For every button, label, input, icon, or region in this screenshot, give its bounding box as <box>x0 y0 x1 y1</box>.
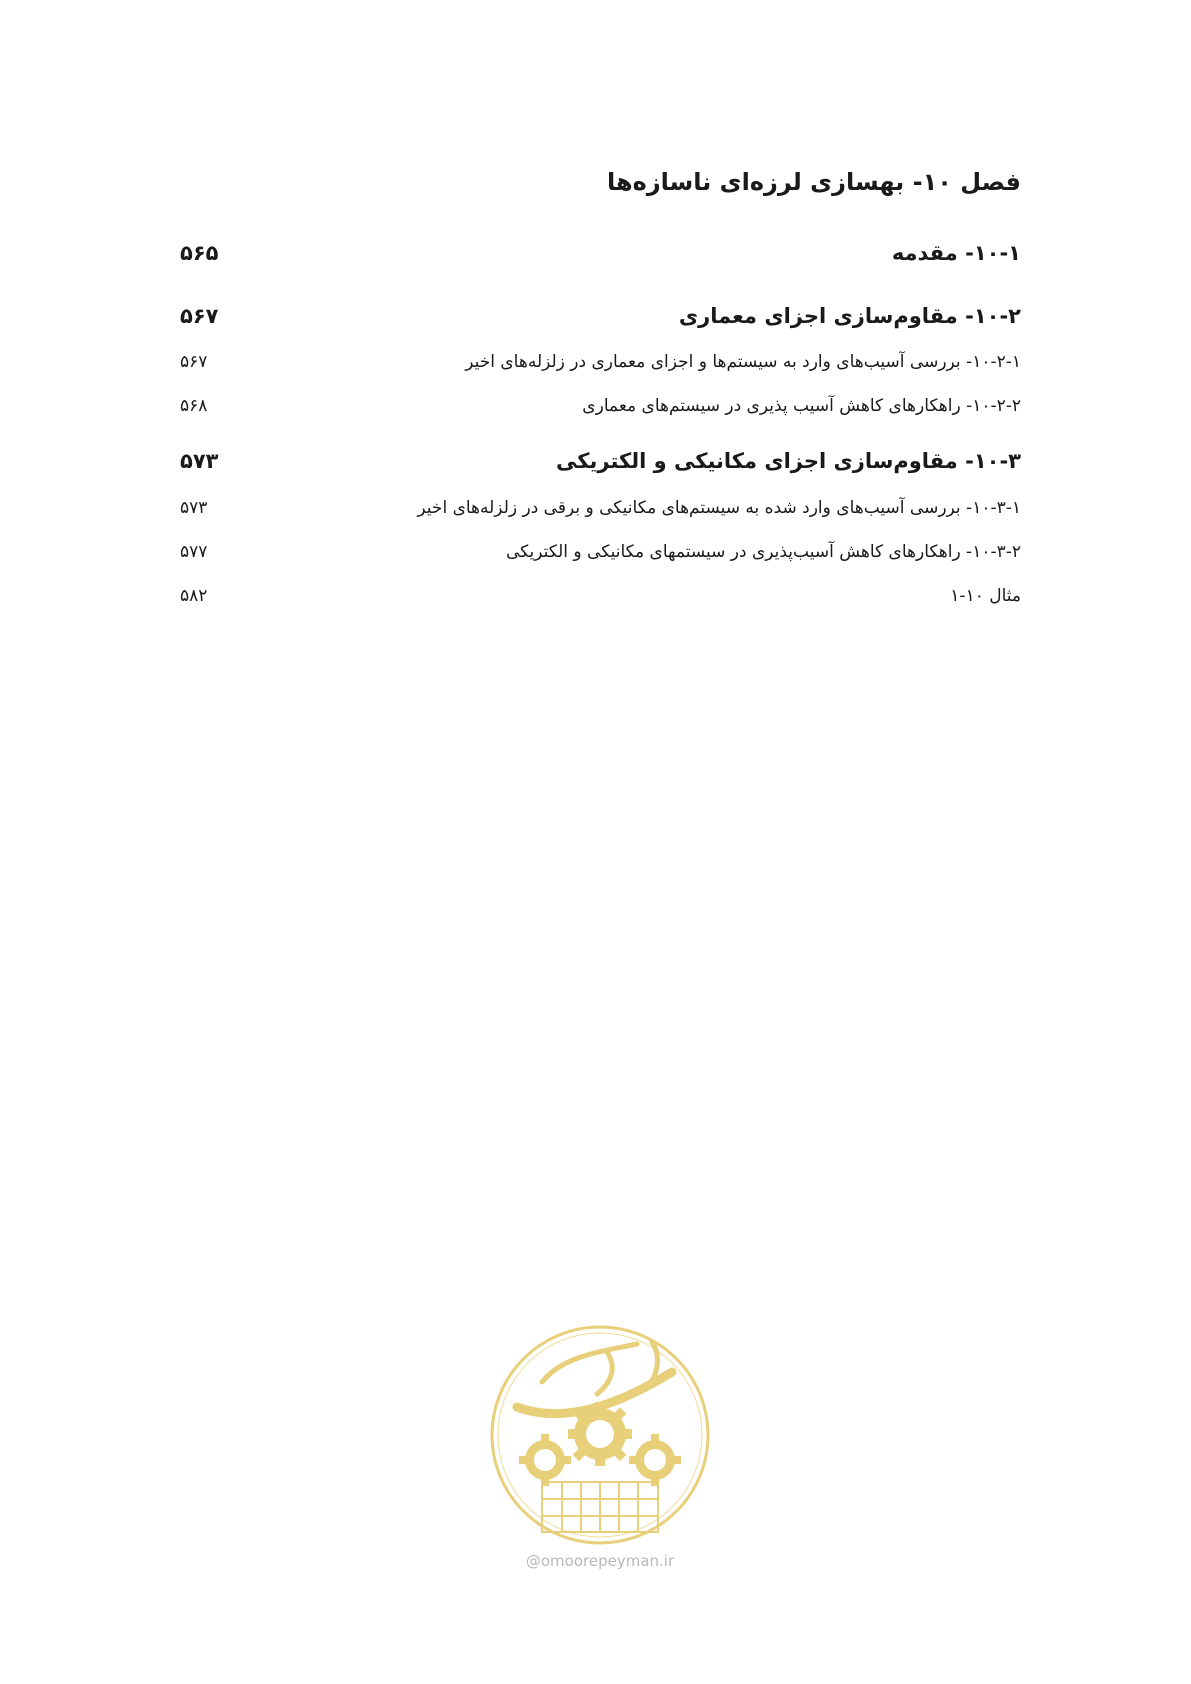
toc-entry-10-3-2[interactable] <box>180 535 1021 569</box>
toc-entry-example-10-1[interactable] <box>180 579 1021 613</box>
toc-entry-title: ۱۰-۳-۱- بررسی آسیب‌های وارد شده به سیستم‌های مکانیکی و برقی در زلزله‌های اخیر <box>417 498 1021 518</box>
toc-entry-10-2-1[interactable] <box>180 345 1021 379</box>
toc-entry-title: مثال ۱۰-۱ <box>950 586 1021 606</box>
toc-entry-page: ۵۶۷ <box>180 352 208 372</box>
toc-entry-page: ۵۷۷ <box>180 542 208 562</box>
toc-entry-title: ۱۰-۲- مقاوم‌سازی اجزای معماری <box>678 304 1021 328</box>
toc-entry-10-1[interactable] <box>180 236 1021 270</box>
toc-entry-page: ۵۷۳ <box>180 498 208 518</box>
toc-entry-page: ۵۷۳ <box>180 449 219 473</box>
toc-entry-10-3-1[interactable] <box>180 491 1021 525</box>
toc-entry-page: ۵۶۸ <box>180 396 208 416</box>
toc-entry-title: ۱۰-۲-۱- بررسی آسیب‌های وارد به سیستم‌ها و اجزای معماری در زلزله‌های اخیر <box>465 352 1021 372</box>
chapter-title: فصل ۱۰- بهسازی لرزه‌ای ناسازه‌ها <box>607 168 1021 196</box>
toc-entry-title: ۱۰-۳- مقاوم‌سازی اجزای مکانیکی و الکتریکی <box>556 449 1021 473</box>
toc-entry-10-3[interactable] <box>180 444 1021 478</box>
toc-entry-page: ۵۸۲ <box>180 586 208 606</box>
toc-entry-10-2-2[interactable] <box>180 389 1021 423</box>
toc-entry-title: ۱۰-۳-۲- راهکارهای کاهش آسیب‌پذیری در سیستمهای مکانیکی و الکتریکی <box>505 542 1021 562</box>
toc-entry-title: ۱۰-۲-۲- راهکارهای کاهش آسیب پذیری در سیستم‌های معماری <box>582 396 1021 416</box>
toc-entry-10-2[interactable] <box>180 299 1021 333</box>
watermark-logo-icon <box>487 1322 713 1548</box>
watermark-url: @omoorepeyman.ir <box>525 1552 675 1570</box>
toc-entry-title: ۱۰-۱- مقدمه <box>891 241 1021 265</box>
toc-entry-page: ۵۶۵ <box>180 241 219 265</box>
toc-entry-page: ۵۶۷ <box>180 304 219 328</box>
